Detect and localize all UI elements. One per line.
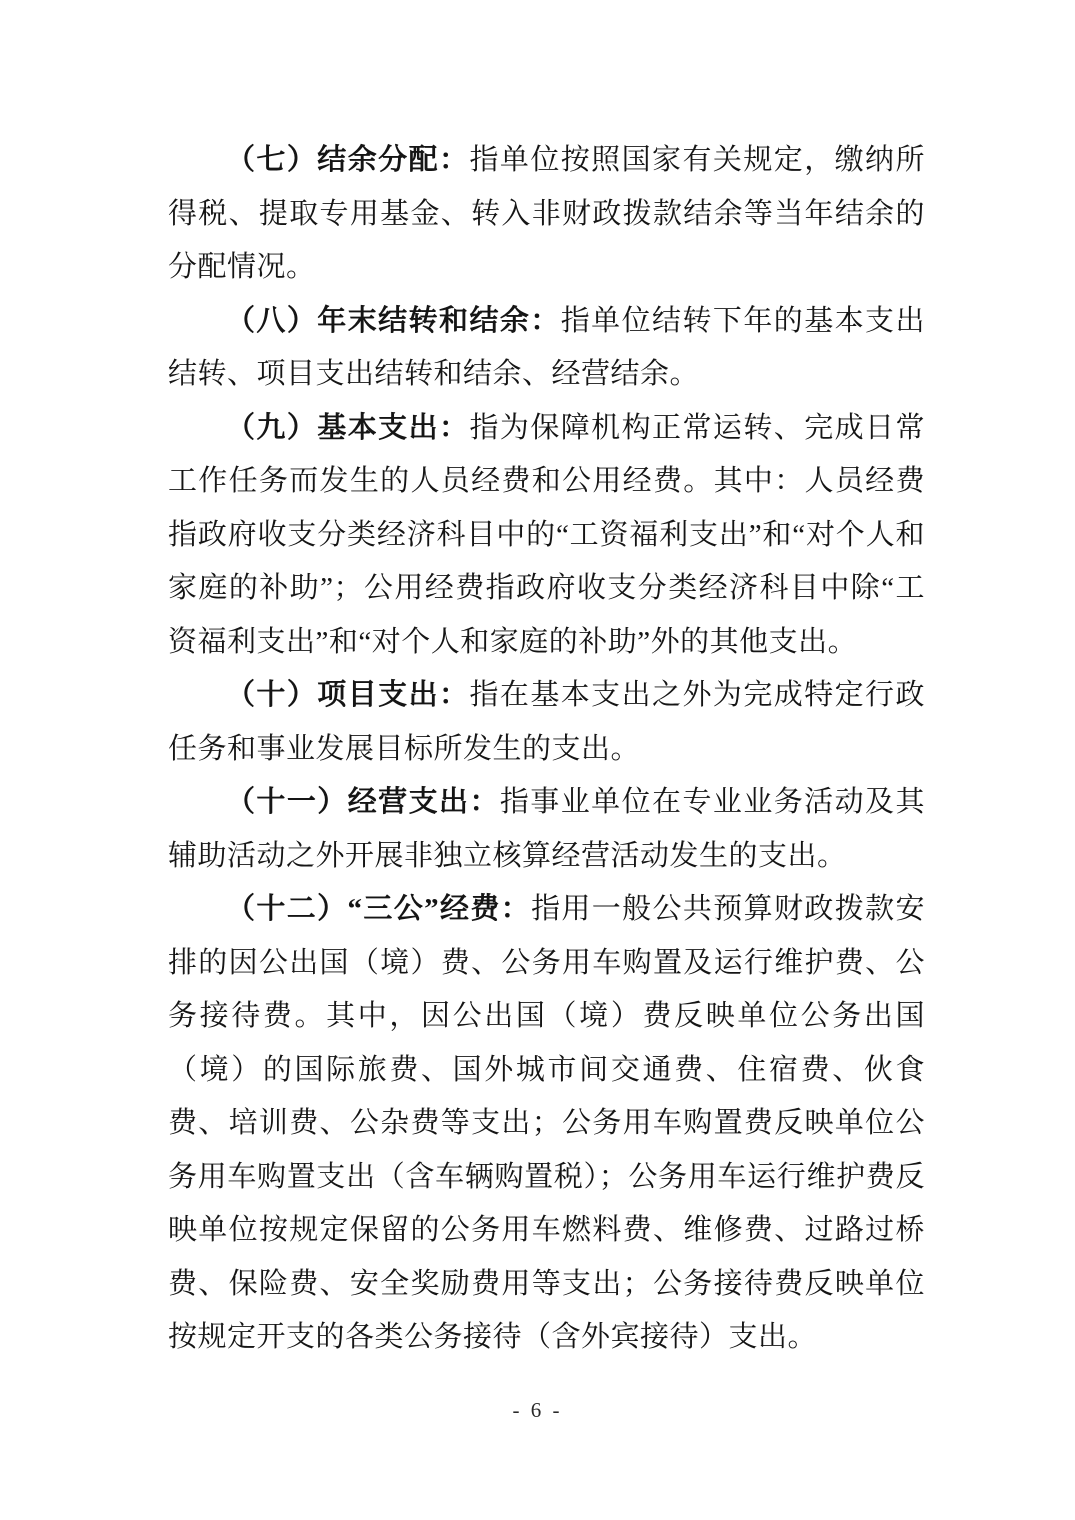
paragraph-body: 指单位结转下年的基本支出结转、项目支出结转和结余、经营结余。 bbox=[168, 304, 925, 390]
paragraph bbox=[168, 669, 925, 776]
paragraph bbox=[168, 295, 925, 402]
page-number: - 6 - bbox=[512, 1398, 563, 1422]
paragraph bbox=[168, 402, 925, 670]
paragraph-body: 指在基本支出之外为完成特定行政任务和事业发展目标所发生的支出。 bbox=[168, 679, 925, 765]
paragraph-body: 指用一般公共预算财政拨款安排的因公出国（境）费、公务用车购置及运行维护费、公务接待费。其中，因公出国（境）费反映单位公务出国（境）的国际旅费、国外城市间交通费、住宿费、伙食费、培训费、公杂费等支出；公务用车购置费反映单位公务用车购置支出（含车辆购置税）；公务用车运行维护费反映单位按规定保留的公务用车燃料费、维修费、过路过桥费、保险费、安全奖励费用等支出；公务接待费反映单位按规定开支的各类公务接待（含外宾接待）支出。 bbox=[168, 893, 925, 1353]
paragraph-lead: （七）结余分配： bbox=[226, 144, 470, 176]
paragraph bbox=[168, 883, 925, 1365]
paragraph-lead: （十一）经营支出： bbox=[226, 786, 500, 818]
paragraph-lead: （八）年末结转和结余： bbox=[226, 304, 561, 337]
paragraph bbox=[168, 134, 925, 295]
paragraph-body: 指为保障机构正常运转、完成日常工作任务而发生的人员经费和公用经费。其中：人员经费指政府收支分类经济科目中的“工资福利支出”和“对个人和家庭的补助”；公用经费指政府收支分类经济科目中除“工资福利支出”和“对个人和家庭的补助”外的其他支出。 bbox=[168, 411, 925, 658]
paragraph-lead: （十二）“三公”经费： bbox=[226, 893, 532, 925]
paragraph bbox=[168, 776, 925, 883]
paragraph-lead: （九）基本支出： bbox=[226, 411, 470, 444]
paragraph-lead: （十）项目支出： bbox=[226, 679, 470, 711]
document-body bbox=[168, 134, 925, 1365]
paragraph-body: 指单位按照国家有关规定，缴纳所得税、提取专用基金、转入非财政拨款结余等当年结余的分配情况。 bbox=[168, 144, 925, 283]
paragraph-body: 指事业单位在专业业务活动及其辅助活动之外开展非独立核算经营活动发生的支出。 bbox=[168, 786, 925, 872]
